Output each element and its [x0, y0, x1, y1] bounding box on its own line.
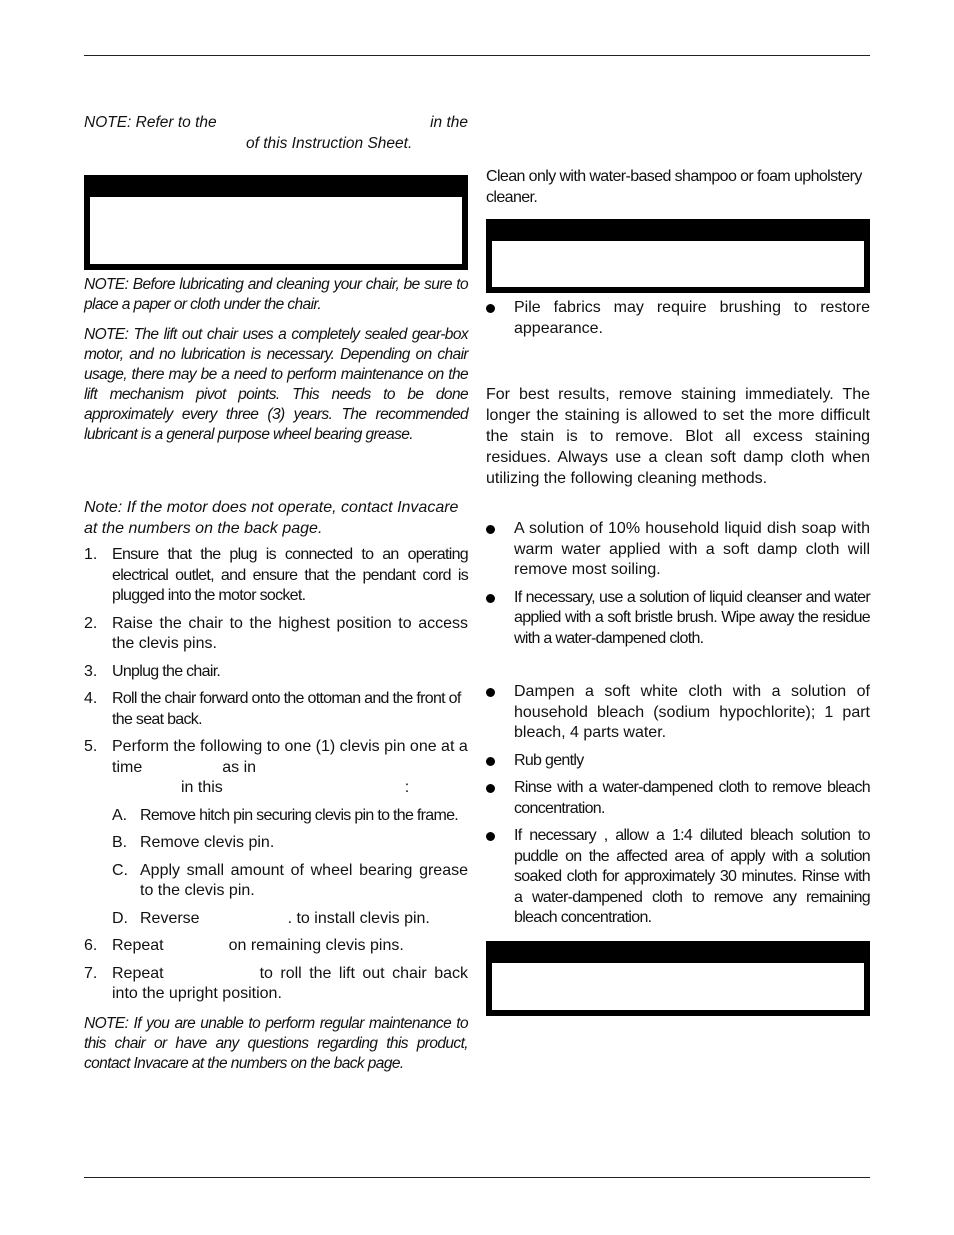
bullet-icon — [486, 304, 495, 313]
bullet-text: Rub gently — [514, 751, 584, 769]
substep-a — [84, 806, 468, 827]
substep-letter: C. — [112, 861, 128, 879]
step-number: 7. — [84, 964, 98, 982]
substep-text — [140, 909, 468, 930]
step-number: 4. — [84, 690, 98, 707]
step-5 — [84, 737, 468, 799]
note-motor: Note: If the motor does not operate, contact Invacare at the numbers on the back page. — [84, 499, 459, 537]
step-number: 1. — [84, 546, 98, 563]
bullet-icon — [486, 525, 495, 534]
step-5-line-d: in this — [181, 779, 223, 796]
soap-list — [486, 519, 870, 649]
step-number: 2. — [84, 614, 98, 632]
substep-text: Apply small amount of wheel bearing grease to the clevis pin. — [140, 861, 468, 899]
list-item — [486, 588, 870, 650]
substep-letter: B. — [112, 834, 128, 851]
clean-only-text: Clean only with water-based shampoo or foam upholstery cleaner. — [486, 168, 862, 206]
step-5-line-b: time — [112, 758, 143, 776]
step-text — [112, 964, 468, 1005]
step-7-part-b: to roll the lift out chair back into the upright position. — [112, 964, 468, 1002]
step-number: 6. — [84, 937, 98, 954]
step-text: Roll the chair forward onto the ottoman and the front of the seat back. — [112, 690, 461, 728]
bleach-list — [486, 682, 870, 929]
note-refer-part1: NOTE: Refer to the — [84, 114, 217, 131]
warning-box-1 — [84, 175, 468, 270]
note-refer-part3: of this Instruction Sheet. — [246, 135, 413, 152]
step-3 — [84, 662, 468, 683]
warning-box-3 — [486, 941, 870, 1016]
bullet-text: Pile fabrics may require brushing to restore appearance. — [514, 299, 870, 337]
bullet-text: If necessary , allow a 1:4 diluted bleach solution to puddle on the affected area of apply with a solution soaked cloth for approximately 30 minutes. Rinse with a water-dampened cloth to remove any remaining bleach concentration. — [514, 827, 870, 926]
list-item — [486, 682, 870, 744]
maintenance-steps — [84, 545, 468, 1005]
substep-c — [84, 861, 468, 902]
footer-rule — [84, 1177, 870, 1178]
step-5-line-c: as in — [222, 758, 257, 776]
step-number: 5. — [84, 738, 98, 755]
bullet-icon — [486, 688, 495, 697]
substep-d-part-a: Reverse — [140, 909, 200, 927]
bullet-text: A solution of 10% household liquid dish soap with warm water applied with a soft damp cloth will remove most soiling. — [514, 520, 870, 578]
step-text: Raise the chair to the highest position to access the clevis pins. — [112, 614, 468, 652]
list-item — [486, 519, 870, 581]
step-6-part-b: on remaining clevis pins. — [228, 937, 404, 954]
step-text: Ensure that the plug is connected to an operating electrical outlet, and ensure that the pendant cord is plugged into the motor socket. — [112, 546, 468, 604]
bullet-text: Rinse with a water-dampened cloth to remove bleach concentration. — [514, 779, 870, 817]
substep-text: Remove clevis pin. — [140, 834, 275, 851]
note-lubricate: NOTE: Before lubricating and cleaning your chair, be sure to place a paper or cloth under the chair. — [84, 276, 468, 313]
bullet-text: If necessary, use a solution of liquid cleanser and water applied with a soft bristle brush. Wipe away the residue with a water-dampened cloth. — [514, 588, 870, 647]
substep-text: Remove hitch pin securing clevis pin to the frame. — [140, 806, 459, 824]
list-item — [486, 298, 870, 339]
best-results-text: For best results, remove staining immediately. The longer the staining is allowed to set the more difficult the stain is to remove. Blot all excess staining residues. Always use a clean soft damp cloth when utilizing the following cleaning methods. — [486, 386, 870, 487]
bullet-icon — [486, 757, 495, 766]
step-5-line-a: Perform the following to one (1) clevis pin one at a — [112, 738, 468, 755]
step-6 — [84, 936, 468, 957]
step-7 — [84, 964, 468, 1005]
note-gearbox: NOTE: The lift out chair uses a completely sealed gear-box motor, and no lubrication is necessary. Depending on chair usage, there may be a need to perform maintenance on the lift mechanism pivot points. This needs to be done approximately every three (3) years. The recommended lubricant is a general purpose wheel bearing grease. — [84, 326, 468, 443]
step-7-part-a: Repeat — [112, 964, 164, 982]
header-rule — [84, 55, 870, 56]
substep-letter: D. — [112, 909, 128, 927]
bullet-icon — [486, 594, 495, 603]
step-number: 3. — [84, 662, 98, 680]
substep-b — [84, 833, 468, 854]
step-text — [112, 737, 468, 799]
step-5-line-e: : — [404, 779, 410, 796]
step-6-part-a: Repeat — [112, 937, 164, 954]
substep-d — [84, 909, 468, 930]
step-1 — [84, 545, 468, 607]
bullet-text: Dampen a soft white cloth with a solution of household bleach (sodium hypochlorite); 1 part bleach, 4 parts water. — [514, 683, 870, 741]
step-2 — [84, 614, 468, 655]
list-item — [486, 778, 870, 819]
warning-box-2 — [486, 219, 870, 293]
step-4 — [84, 689, 468, 730]
list-item — [486, 826, 870, 929]
note-refer — [84, 112, 468, 154]
note-final: NOTE: If you are unable to perform regular maintenance to this chair or have any questions regarding this product, contact Invacare at the numbers on the back page. — [84, 1015, 468, 1072]
bullet-icon — [486, 784, 495, 793]
pile-list — [486, 298, 870, 339]
list-item — [486, 751, 870, 772]
step-text: Unplug the chair. — [112, 662, 221, 680]
bullet-icon — [486, 832, 495, 841]
step-text — [112, 936, 468, 957]
substep-letter: A. — [112, 806, 128, 824]
note-refer-part2: in the — [430, 114, 468, 131]
substep-d-part-b: . to install clevis pin. — [287, 909, 430, 927]
